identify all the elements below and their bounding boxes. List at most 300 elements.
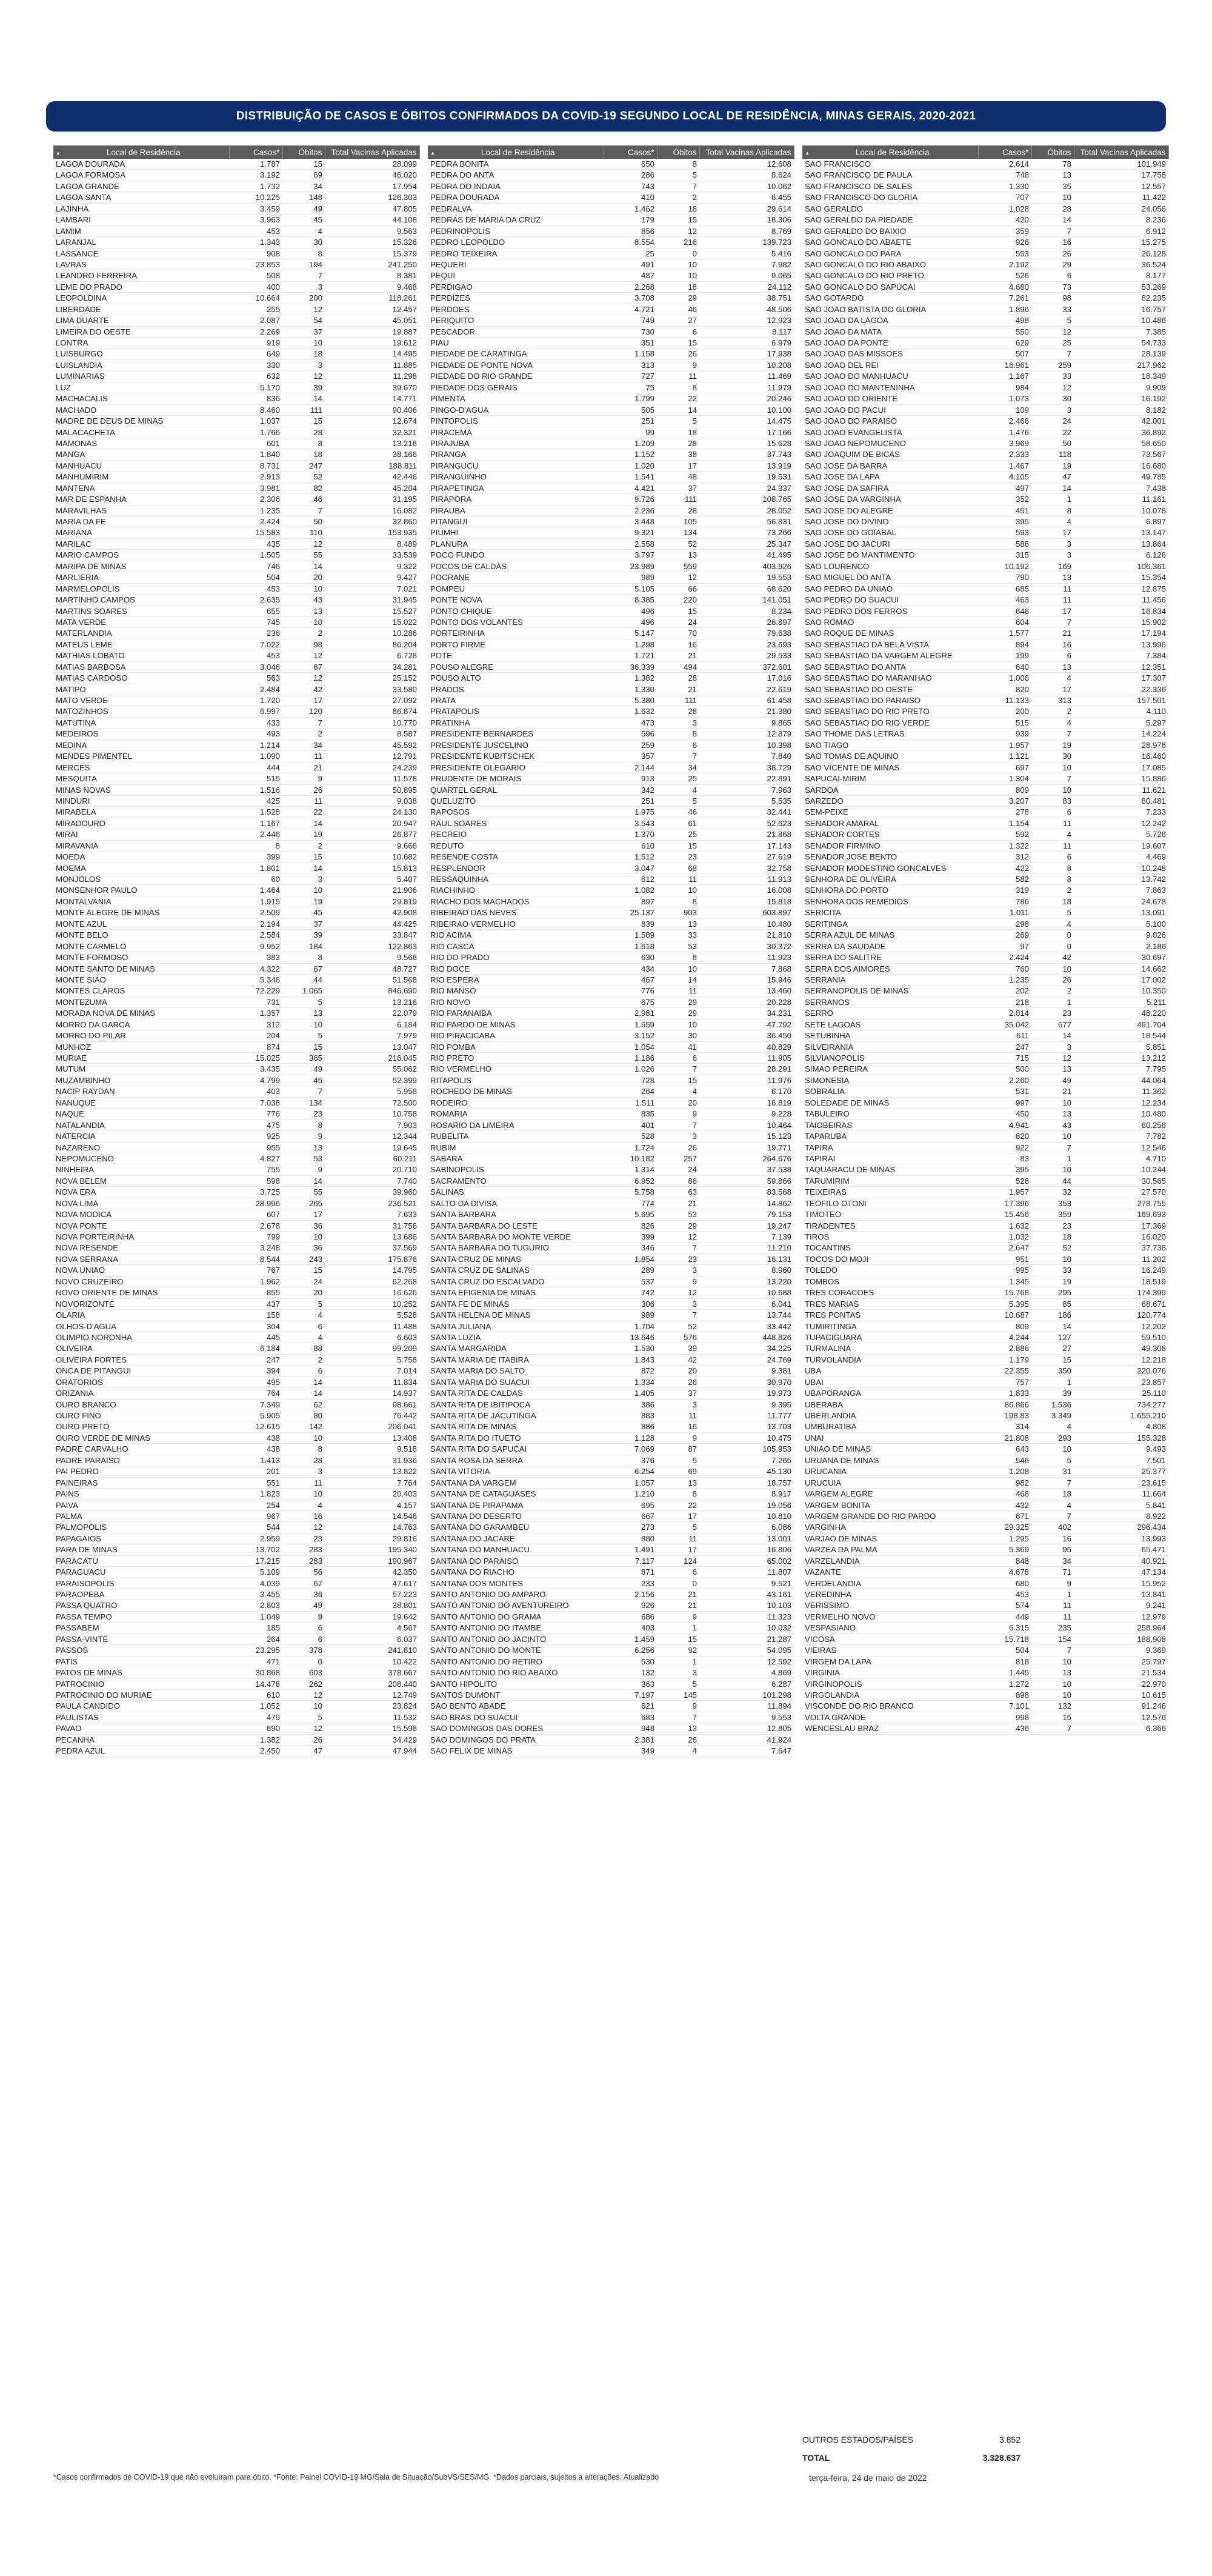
cell-local: SAO GONCALO DO RIO ABAIXO xyxy=(802,259,978,270)
report-title-banner xyxy=(46,101,1166,132)
cell-vacinas: 60.211 xyxy=(325,1153,419,1164)
table-row xyxy=(802,807,1168,818)
cell-local: SARZEDO xyxy=(802,795,978,806)
cell-casos: 1.799 xyxy=(604,393,657,404)
cell-casos: 897 xyxy=(604,896,657,907)
table-row xyxy=(428,986,794,996)
table-row xyxy=(802,1489,1168,1500)
cell-obitos: 49 xyxy=(282,1064,325,1075)
table-row xyxy=(428,215,794,225)
cell-local: LAGOA DOURADA xyxy=(53,159,229,170)
cell-casos: 2.192 xyxy=(978,259,1031,270)
cell-obitos: 12 xyxy=(282,538,325,549)
table-row xyxy=(802,482,1168,493)
table-row xyxy=(428,427,794,438)
cell-casos: 36.339 xyxy=(604,661,657,672)
cell-vacinas: 5.851 xyxy=(1074,1041,1168,1052)
cell-local: SAO VICENTE DE MINAS xyxy=(802,762,978,773)
cell-vacinas: 11.913 xyxy=(699,874,794,885)
cell-vacinas: 17.016 xyxy=(699,673,794,684)
cell-vacinas: 72.500 xyxy=(325,1097,419,1108)
cell-casos: 5.758 xyxy=(604,1187,657,1198)
cell-casos: 23.295 xyxy=(229,1645,282,1656)
cell-local: OURO VERDE DE MINAS xyxy=(53,1432,229,1443)
cell-obitos: 33 xyxy=(657,930,699,941)
cell-vacinas: 11.664 xyxy=(1074,1489,1168,1500)
cell-local: LAJINHA xyxy=(53,203,229,214)
cell-obitos: 34 xyxy=(1031,1555,1074,1566)
cell-local: SAO DOMINGOS DAS DORES xyxy=(428,1723,604,1734)
cell-vacinas: 139.723 xyxy=(699,237,794,248)
table-row xyxy=(428,1455,794,1466)
table-row xyxy=(428,1376,794,1387)
table-row xyxy=(428,170,794,181)
table-row xyxy=(428,1399,794,1410)
cell-obitos: 30 xyxy=(657,1030,699,1041)
cell-vacinas: 6.041 xyxy=(699,1298,794,1309)
cell-local: MERCES xyxy=(53,762,229,773)
table-row xyxy=(53,494,419,505)
cell-obitos: 13 xyxy=(657,918,699,929)
cell-local: LEOPOLDINA xyxy=(53,293,229,304)
cell-obitos: 23 xyxy=(657,1253,699,1264)
cell-vacinas: 49.785 xyxy=(1074,472,1168,482)
cell-local: SAO JOAO DO MANHUACU xyxy=(802,371,978,382)
table-row xyxy=(802,1421,1168,1432)
table-header xyxy=(802,145,1168,159)
cell-local: NOVA SERRANA xyxy=(53,1253,229,1264)
cell-obitos: 11 xyxy=(282,751,325,762)
cell-local: SANTA EFIGENIA DE MINAS xyxy=(428,1287,604,1298)
cell-local: PADRE CARVALHO xyxy=(53,1444,229,1455)
cell-obitos: 10 xyxy=(282,1019,325,1030)
sort-icon[interactable]: ▲ xyxy=(430,150,435,156)
table-row xyxy=(802,1232,1168,1243)
cell-obitos: 118 xyxy=(1031,449,1074,460)
cell-obitos: 21 xyxy=(657,1589,699,1600)
cell-obitos: 29 xyxy=(657,1008,699,1019)
cell-casos: 582 xyxy=(978,874,1031,885)
cell-local: PALMA xyxy=(53,1510,229,1521)
cell-casos: 15.583 xyxy=(229,527,282,538)
header-local[interactable]: ▲ Local de Residência xyxy=(428,145,604,159)
cell-casos: 200 xyxy=(978,706,1031,717)
table-row xyxy=(53,1600,419,1611)
table-row xyxy=(802,1623,1168,1633)
table-row xyxy=(802,1332,1168,1343)
header-casos[interactable]: Casos* xyxy=(229,145,282,159)
cell-local: PLANURA xyxy=(428,538,604,549)
cell-obitos: 49 xyxy=(1031,1075,1074,1086)
cell-local: SAO GERALDO DO BAIXIO xyxy=(802,225,978,236)
cell-local: PIAU xyxy=(428,338,604,349)
cell-local: SEM-PEIXE xyxy=(802,807,978,818)
table-row xyxy=(428,1187,794,1198)
table-row xyxy=(802,1343,1168,1354)
cell-casos: 395 xyxy=(978,516,1031,527)
table-row xyxy=(428,1287,794,1298)
cell-casos: 1.370 xyxy=(604,829,657,840)
cell-local: SAO JOAO EVANGELISTA xyxy=(802,427,978,438)
cell-obitos: 16 xyxy=(1031,237,1074,248)
cell-casos: 2.466 xyxy=(978,416,1031,427)
cell-vacinas: 14.224 xyxy=(1074,729,1168,739)
cell-casos: 894 xyxy=(978,639,1031,650)
cell-vacinas: 32.758 xyxy=(699,863,794,873)
table-row xyxy=(802,1075,1168,1086)
table-row xyxy=(428,281,794,292)
cell-local: POTE xyxy=(428,650,604,661)
cell-vacinas: 17.194 xyxy=(1074,628,1168,639)
cell-local: UBAPORANGA xyxy=(802,1388,978,1399)
table-row xyxy=(53,561,419,572)
cell-local: SANTANA DA VARGEM xyxy=(428,1477,604,1488)
cell-vacinas: 9.468 xyxy=(325,281,419,292)
cell-local: PORTEIRINHA xyxy=(428,628,604,639)
cell-vacinas: 15.527 xyxy=(325,606,419,616)
table-row xyxy=(53,505,419,516)
cell-obitos: 36 xyxy=(282,1220,325,1231)
sort-icon[interactable]: ▲ xyxy=(56,150,61,156)
cell-vacinas: 12.749 xyxy=(325,1689,419,1700)
table-row xyxy=(802,795,1168,806)
cell-casos: 403 xyxy=(604,1623,657,1633)
header-vacinas[interactable]: Total Vacinas Aplicadas xyxy=(1074,145,1168,159)
table-row xyxy=(53,751,419,762)
table-row xyxy=(428,482,794,493)
cell-casos: 563 xyxy=(229,673,282,684)
cell-obitos: 5 xyxy=(282,1030,325,1041)
cell-local: VOLTA GRANDE xyxy=(802,1712,978,1723)
cell-obitos: 5 xyxy=(657,1678,699,1689)
cell-casos: 493 xyxy=(229,729,282,739)
cell-casos: 2.260 xyxy=(978,1075,1031,1086)
cell-casos: 2.269 xyxy=(229,326,282,337)
cell-local: WENCESLAU BRAZ xyxy=(802,1723,978,1734)
cell-vacinas: 13.091 xyxy=(1074,907,1168,918)
header-casos[interactable]: Casos* xyxy=(978,145,1031,159)
cell-casos: 432 xyxy=(978,1500,1031,1510)
table-row xyxy=(53,963,419,974)
cell-local: LAGOA FORMOSA xyxy=(53,170,229,181)
cell-casos: 233 xyxy=(604,1578,657,1589)
cell-local: SAO PEDRO DA UNIAO xyxy=(802,583,978,594)
table-row xyxy=(53,1388,419,1399)
cell-local: PASSOS xyxy=(53,1645,229,1656)
cell-casos: 435 xyxy=(229,538,282,549)
cell-casos: 255 xyxy=(229,304,282,315)
table-row xyxy=(53,1053,419,1064)
table-row xyxy=(802,1589,1168,1600)
cell-obitos: 52 xyxy=(282,472,325,482)
header-vacinas[interactable]: Total Vacinas Aplicadas xyxy=(699,145,794,159)
cell-casos: 593 xyxy=(978,527,1031,538)
table-row xyxy=(428,852,794,863)
sort-icon[interactable]: ▲ xyxy=(805,150,810,156)
cell-obitos: 111 xyxy=(657,494,699,505)
table-row xyxy=(428,1567,794,1578)
cell-casos: 5.369 xyxy=(978,1544,1031,1555)
cell-local: MANTENA xyxy=(53,482,229,493)
cell-obitos: 7 xyxy=(657,751,699,762)
cell-obitos: 28 xyxy=(657,706,699,717)
table-row xyxy=(53,1589,419,1600)
cell-local: SAPUCAI-MIRIM xyxy=(802,773,978,784)
cell-local: SAO GONCALO DO PARA xyxy=(802,248,978,259)
cell-casos: 1.464 xyxy=(229,885,282,896)
header-obitos[interactable]: Óbitos xyxy=(657,145,699,159)
cell-obitos: 142 xyxy=(282,1421,325,1432)
cell-casos: 6.315 xyxy=(978,1623,1031,1633)
cell-local: MONTEZUMA xyxy=(53,996,229,1007)
cell-vacinas: 296.434 xyxy=(1074,1522,1168,1533)
table-row xyxy=(428,583,794,594)
cell-casos: 537 xyxy=(604,1276,657,1287)
cell-obitos: 18 xyxy=(282,349,325,359)
cell-casos: 218 xyxy=(978,996,1031,1007)
cell-casos: 1.659 xyxy=(604,1019,657,1030)
cell-vacinas: 42.908 xyxy=(325,907,419,918)
cell-local: PRESIDENTE KUBITSCHEK xyxy=(428,751,604,762)
cell-local: SAO JOAO DO PARAISO xyxy=(802,416,978,427)
cell-vacinas: 15.813 xyxy=(325,863,419,873)
cell-vacinas: 23.693 xyxy=(699,639,794,650)
cell-obitos: 39 xyxy=(282,382,325,393)
cell-obitos: 4 xyxy=(657,1086,699,1097)
cell-obitos: 45 xyxy=(282,1075,325,1086)
table-row xyxy=(802,706,1168,717)
cell-casos: 158 xyxy=(229,1310,282,1321)
table-row xyxy=(53,438,419,449)
cell-obitos: 53 xyxy=(282,1153,325,1164)
cell-casos: 526 xyxy=(978,270,1031,281)
cell-obitos: 257 xyxy=(657,1153,699,1164)
table-row xyxy=(428,1723,794,1734)
table-row xyxy=(802,616,1168,627)
cell-obitos: 8 xyxy=(1031,505,1074,516)
cell-obitos: 8 xyxy=(282,1119,325,1130)
cell-vacinas: 8.960 xyxy=(699,1265,794,1276)
table-row xyxy=(53,739,419,750)
cell-local: MACHADO xyxy=(53,404,229,415)
table-row xyxy=(53,304,419,315)
table-row xyxy=(53,1064,419,1075)
cell-casos: 939 xyxy=(978,729,1031,739)
table-row xyxy=(53,170,419,181)
cell-obitos: 3 xyxy=(657,717,699,728)
cell-local: RIO CASCA xyxy=(428,941,604,952)
table-row xyxy=(802,1376,1168,1387)
cell-casos: 10.664 xyxy=(229,293,282,304)
table-row xyxy=(802,1109,1168,1119)
table-row xyxy=(53,773,419,784)
cell-local: SAO SEBASTIAO DA VARGEM ALEGRE xyxy=(802,650,978,661)
cell-vacinas: 5.758 xyxy=(325,1354,419,1365)
cell-obitos: 5 xyxy=(1031,907,1074,918)
cell-casos: 7.349 xyxy=(229,1399,282,1410)
cell-local: ORATORIOS xyxy=(53,1376,229,1387)
table-row xyxy=(428,1265,794,1276)
cell-casos: 1.343 xyxy=(229,237,282,248)
table-row xyxy=(428,1388,794,1399)
cell-obitos: 14 xyxy=(282,561,325,572)
table-row xyxy=(53,1410,419,1421)
cell-obitos: 80 xyxy=(282,1410,325,1421)
cell-obitos: 83 xyxy=(1031,795,1074,806)
cell-vacinas: 34.231 xyxy=(699,1008,794,1019)
cell-vacinas: 90.406 xyxy=(325,404,419,415)
table-row xyxy=(802,974,1168,985)
cell-vacinas: 86.874 xyxy=(325,706,419,717)
cell-vacinas: 28.291 xyxy=(699,1064,794,1075)
cell-casos: 7.022 xyxy=(229,639,282,650)
cell-vacinas: 206.041 xyxy=(325,1421,419,1432)
cell-vacinas: 13.841 xyxy=(1074,1589,1168,1600)
header-vacinas[interactable]: Total Vacinas Aplicadas xyxy=(325,145,419,159)
cell-obitos: 4 xyxy=(282,225,325,236)
cell-casos: 422 xyxy=(978,863,1031,873)
table-row xyxy=(802,1656,1168,1667)
cell-vacinas: 18.306 xyxy=(699,215,794,225)
table-row xyxy=(428,326,794,337)
cell-casos: 646 xyxy=(978,606,1031,616)
header-local[interactable]: ▲ Local de Residência xyxy=(53,145,229,159)
cell-obitos: 37 xyxy=(282,326,325,337)
cell-vacinas: 14.546 xyxy=(325,1510,419,1521)
cell-obitos: 10 xyxy=(1031,1656,1074,1667)
cell-obitos: 1 xyxy=(1031,996,1074,1007)
table-row xyxy=(428,293,794,304)
cell-casos: 4.941 xyxy=(978,1119,1031,1130)
table-row xyxy=(53,1466,419,1477)
cell-casos: 630 xyxy=(604,952,657,963)
cell-obitos: 12 xyxy=(1031,326,1074,337)
cell-casos: 179 xyxy=(604,215,657,225)
table-row xyxy=(802,1689,1168,1700)
table-row xyxy=(53,941,419,952)
header-local[interactable]: ▲ Local de Residência xyxy=(802,145,978,159)
cell-local: SANTA BARBARA DO TUGURIO xyxy=(428,1243,604,1253)
cell-obitos: 8 xyxy=(282,952,325,963)
cell-vacinas: 42.350 xyxy=(325,1567,419,1578)
cell-local: PINTOPOLIS xyxy=(428,416,604,427)
cell-obitos: 9 xyxy=(657,359,699,370)
cell-obitos: 39 xyxy=(282,930,325,941)
cell-local: PEDRA DO ANTA xyxy=(428,170,604,181)
table-column-1 xyxy=(53,145,419,1757)
cell-casos: 251 xyxy=(604,416,657,427)
cell-casos: 919 xyxy=(229,338,282,349)
header-casos[interactable]: Casos* xyxy=(604,145,657,159)
cell-obitos: 9 xyxy=(282,773,325,784)
cell-casos: 697 xyxy=(978,762,1031,773)
table-row xyxy=(428,729,794,739)
cell-vacinas: 27.619 xyxy=(699,852,794,863)
cell-obitos: 47 xyxy=(1031,472,1074,482)
table-row xyxy=(802,538,1168,549)
cell-local: LEME DO PRADO xyxy=(53,281,229,292)
cell-casos: 1.766 xyxy=(229,427,282,438)
cell-vacinas: 105.953 xyxy=(699,1444,794,1455)
cell-local: SANTANA DE CATAGUASES xyxy=(428,1489,604,1500)
table-row xyxy=(802,192,1168,203)
table-row xyxy=(428,393,794,404)
cell-casos: 17.396 xyxy=(978,1198,1031,1209)
cell-obitos: 16 xyxy=(1031,639,1074,650)
table-row xyxy=(428,248,794,259)
cell-local: MIRABELA xyxy=(53,807,229,818)
cell-obitos: 98 xyxy=(1031,293,1074,304)
table-row xyxy=(53,729,419,739)
cell-vacinas: 4.469 xyxy=(1074,852,1168,863)
cell-casos: 496 xyxy=(604,606,657,616)
cell-casos: 109 xyxy=(978,404,1031,415)
cell-obitos: 20 xyxy=(657,1366,699,1376)
cell-local: SANTA RITA DO ITUETO xyxy=(428,1432,604,1443)
cell-local: SAO MIGUEL DO ANTA xyxy=(802,572,978,583)
cell-casos: 449 xyxy=(978,1611,1031,1622)
cell-vacinas: 22.970 xyxy=(1074,1678,1168,1689)
cell-local: TAPIRAI xyxy=(802,1153,978,1164)
cell-local: RAUL SOARES xyxy=(428,818,604,829)
cell-local: PEQUI xyxy=(428,270,604,281)
cell-casos: 1.405 xyxy=(604,1388,657,1399)
cell-vacinas: 56.831 xyxy=(699,516,794,527)
cell-local: MATIAS BARBOSA xyxy=(53,661,229,672)
cell-obitos: 13 xyxy=(1031,661,1074,672)
cell-casos: 376 xyxy=(604,1455,657,1466)
cell-obitos: 6 xyxy=(1031,270,1074,281)
cell-local: MUZAMBINHO xyxy=(53,1075,229,1086)
cell-vacinas: 20.246 xyxy=(699,393,794,404)
table-row xyxy=(53,159,419,170)
cell-vacinas: 258.964 xyxy=(1074,1623,1168,1633)
cell-vacinas: 1.655.210 xyxy=(1074,1410,1168,1421)
table-row xyxy=(428,930,794,941)
header-obitos[interactable]: Óbitos xyxy=(1031,145,1074,159)
cell-local: MONTE FORMOSO xyxy=(53,952,229,963)
cell-local: MADRE DE DEUS DE MINAS xyxy=(53,416,229,427)
cell-local: VERMELHO NOVO xyxy=(802,1611,978,1622)
cell-casos: 2.236 xyxy=(604,505,657,516)
cell-casos: 604 xyxy=(978,616,1031,627)
cell-local: SAO JOAO DO ORIENTE xyxy=(802,393,978,404)
header-obitos[interactable]: Óbitos xyxy=(282,145,325,159)
cell-casos: 10.192 xyxy=(978,561,1031,572)
cell-obitos: 14 xyxy=(657,404,699,415)
table-row xyxy=(802,583,1168,594)
cell-obitos: 10 xyxy=(282,1232,325,1243)
cell-obitos: 2 xyxy=(282,1354,325,1365)
table-row xyxy=(802,952,1168,963)
cell-obitos: 127 xyxy=(1031,1332,1074,1343)
cell-local: PEDRALVA xyxy=(428,203,604,214)
cell-local: RIO ESPERA xyxy=(428,974,604,985)
table-row xyxy=(802,628,1168,639)
cell-obitos: 3 xyxy=(657,1131,699,1142)
table-row xyxy=(428,795,794,806)
cell-vacinas: 5.100 xyxy=(1074,918,1168,929)
cell-obitos: 247 xyxy=(282,460,325,471)
table-row xyxy=(802,1265,1168,1276)
cell-vacinas: 10.398 xyxy=(699,739,794,750)
cell-local: RIO POMBA xyxy=(428,1041,604,1052)
cell-local: SANTA BARBARA xyxy=(428,1209,604,1220)
cell-obitos: 10 xyxy=(1031,784,1074,795)
table-row xyxy=(428,784,794,795)
table-row xyxy=(428,751,794,762)
cell-vacinas: 208.440 xyxy=(325,1678,419,1689)
